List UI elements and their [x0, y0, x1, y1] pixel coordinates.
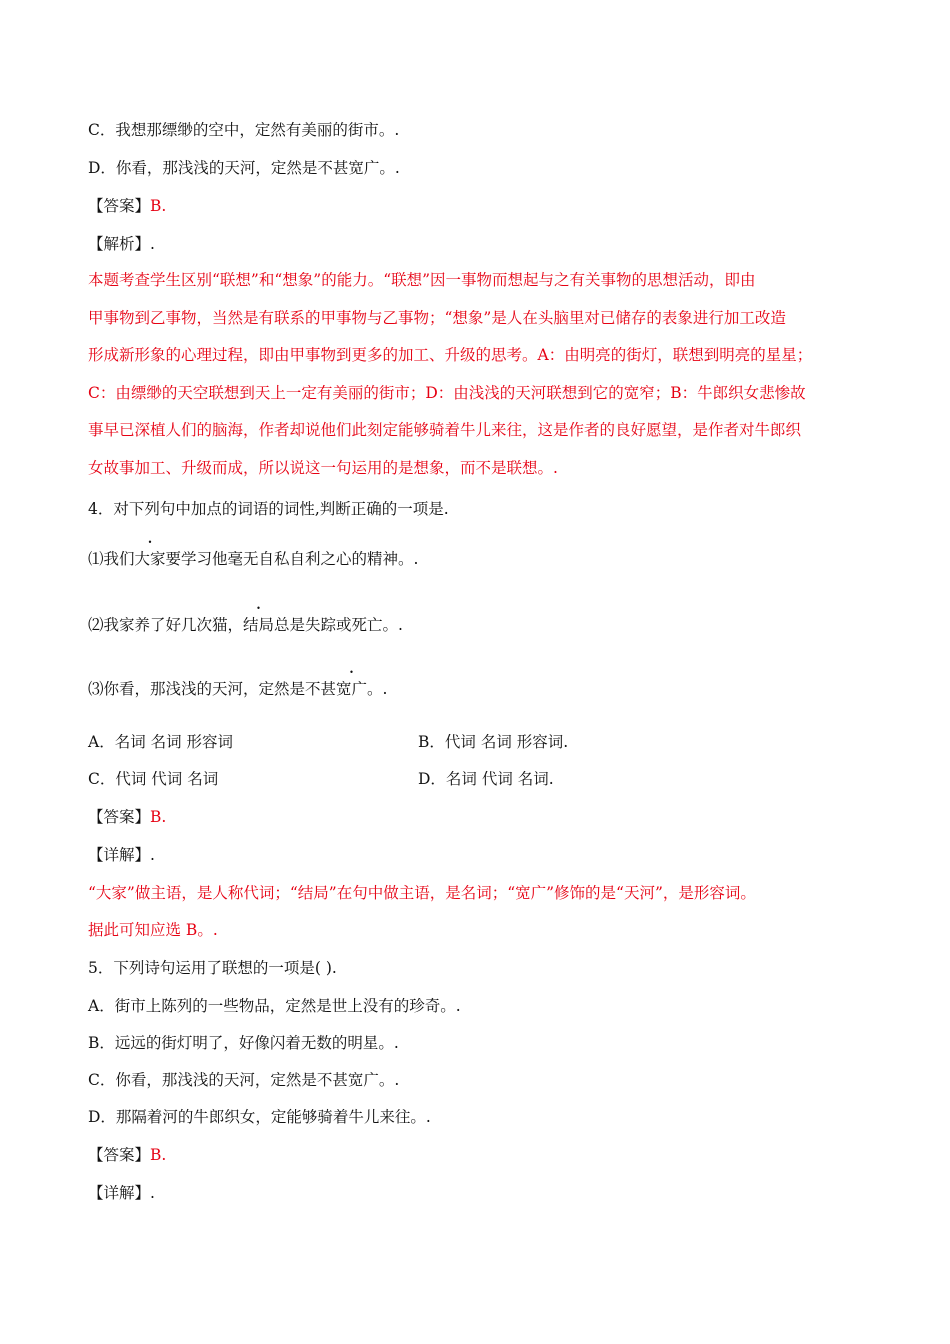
q4-detail-line: “大家”做主语，是人称代词；“结局”在句中做主语，是名词；“宽广”修饰的是“天河”，是形容词。: [88, 884, 756, 902]
sentence-text: 总是失踪或死亡。.: [274, 616, 403, 634]
analysis-line: 本题考查学生区别“联想”和“想象”的能力。“联想”因一事物而想起与之有关事物的思想活动，即由: [88, 271, 756, 289]
analysis-line: 甲事物到乙事物，当然是有联系的甲事物与乙事物；“想象”是人在头脑里对已储存的表象进行加工改造: [88, 308, 786, 327]
q3-analysis-label: 【解析】.: [88, 235, 155, 253]
q4-detail-label: 【详解】.: [88, 846, 155, 864]
sentence-text: ⑴我们: [88, 550, 135, 568]
q4-option-a: A．名词 名词 形容词: [88, 733, 234, 751]
q4-option-d: D．名词 代词 名词.: [418, 770, 554, 788]
dotted-word: 大家: [134, 550, 166, 568]
q5-answer: [88, 1145, 166, 1165]
q4-sentence-2: [88, 615, 403, 635]
sentence-text: 。.: [367, 680, 388, 698]
answer-value: B.: [150, 1146, 167, 1164]
q4-sentence-3: [88, 679, 387, 699]
analysis-line: 女故事加工、升级而成，所以说这一句运用的是想象，而不是联想。.: [88, 458, 558, 477]
analysis-line: C：由缥缈的天空联想到天上一定有美丽的街市；D：由浅浅的天河联想到它的宽窄；B：牛郎织女悲惨故: [88, 383, 806, 402]
q3-answer: [88, 196, 166, 216]
sentence-text: ⑶你看，那浅浅的天河，定然是不甚: [88, 680, 337, 698]
q5-option-a: A．街市上陈列的一些物品，定然是世上没有的珍奇。.: [88, 997, 461, 1015]
analysis-line: 事早已深植人们的脑海，作者却说他们此刻定能够骑着牛儿来往，这是作者的良好愿望，是作者对牛郎织: [88, 421, 802, 439]
q4-sentence-1: [88, 549, 418, 569]
q5-detail-label: 【详解】.: [88, 1184, 155, 1202]
dotted-word: 宽广: [336, 680, 368, 698]
answer-label: 【答案】: [88, 808, 151, 826]
q5-option-b: B．远远的街灯明了，好像闪着无数的明星。.: [88, 1034, 399, 1052]
q3-analysis-body: [88, 262, 866, 487]
q5-stem: 5．下列诗句运用了联想的一项是( ).: [88, 959, 337, 977]
sentence-text: ⑵我家养了好几次猫，: [88, 616, 244, 634]
sentence-text: 要学习他毫无自私自利之心的精神。.: [165, 550, 419, 568]
q4-option-b: B．代词 名词 形容词.: [418, 733, 569, 751]
q4-detail-line: 据此可知应选 B。.: [88, 921, 218, 939]
q5-option-d: D．那隔着河的牛郎织女，定能够骑着牛儿来往。.: [88, 1108, 431, 1126]
q3-option-d: D．你看，那浅浅的天河，定然是不甚宽广。.: [88, 159, 400, 177]
q4-answer: [88, 807, 166, 827]
answer-label: 【答案】: [88, 197, 151, 215]
q3-option-c: C．我想那缥缈的空中，定然有美丽的街市。.: [88, 121, 400, 139]
answer-value: B.: [150, 197, 167, 215]
answer-label: 【答案】: [88, 1146, 151, 1164]
answer-value: B.: [150, 808, 167, 826]
q4-option-c: C．代词 代词 名词: [88, 770, 219, 788]
analysis-line: 形成新形象的心理过程，即由甲事物到更多的加工、升级的思考。A：由明亮的街灯，联想到明亮的星星；: [88, 346, 813, 364]
dotted-word: 结局: [243, 616, 275, 634]
q4-stem: 4．对下列句中加点的词语的词性,判断正确的一项是.: [88, 500, 449, 518]
q5-option-c: C．你看，那浅浅的天河，定然是不甚宽广。.: [88, 1071, 400, 1089]
